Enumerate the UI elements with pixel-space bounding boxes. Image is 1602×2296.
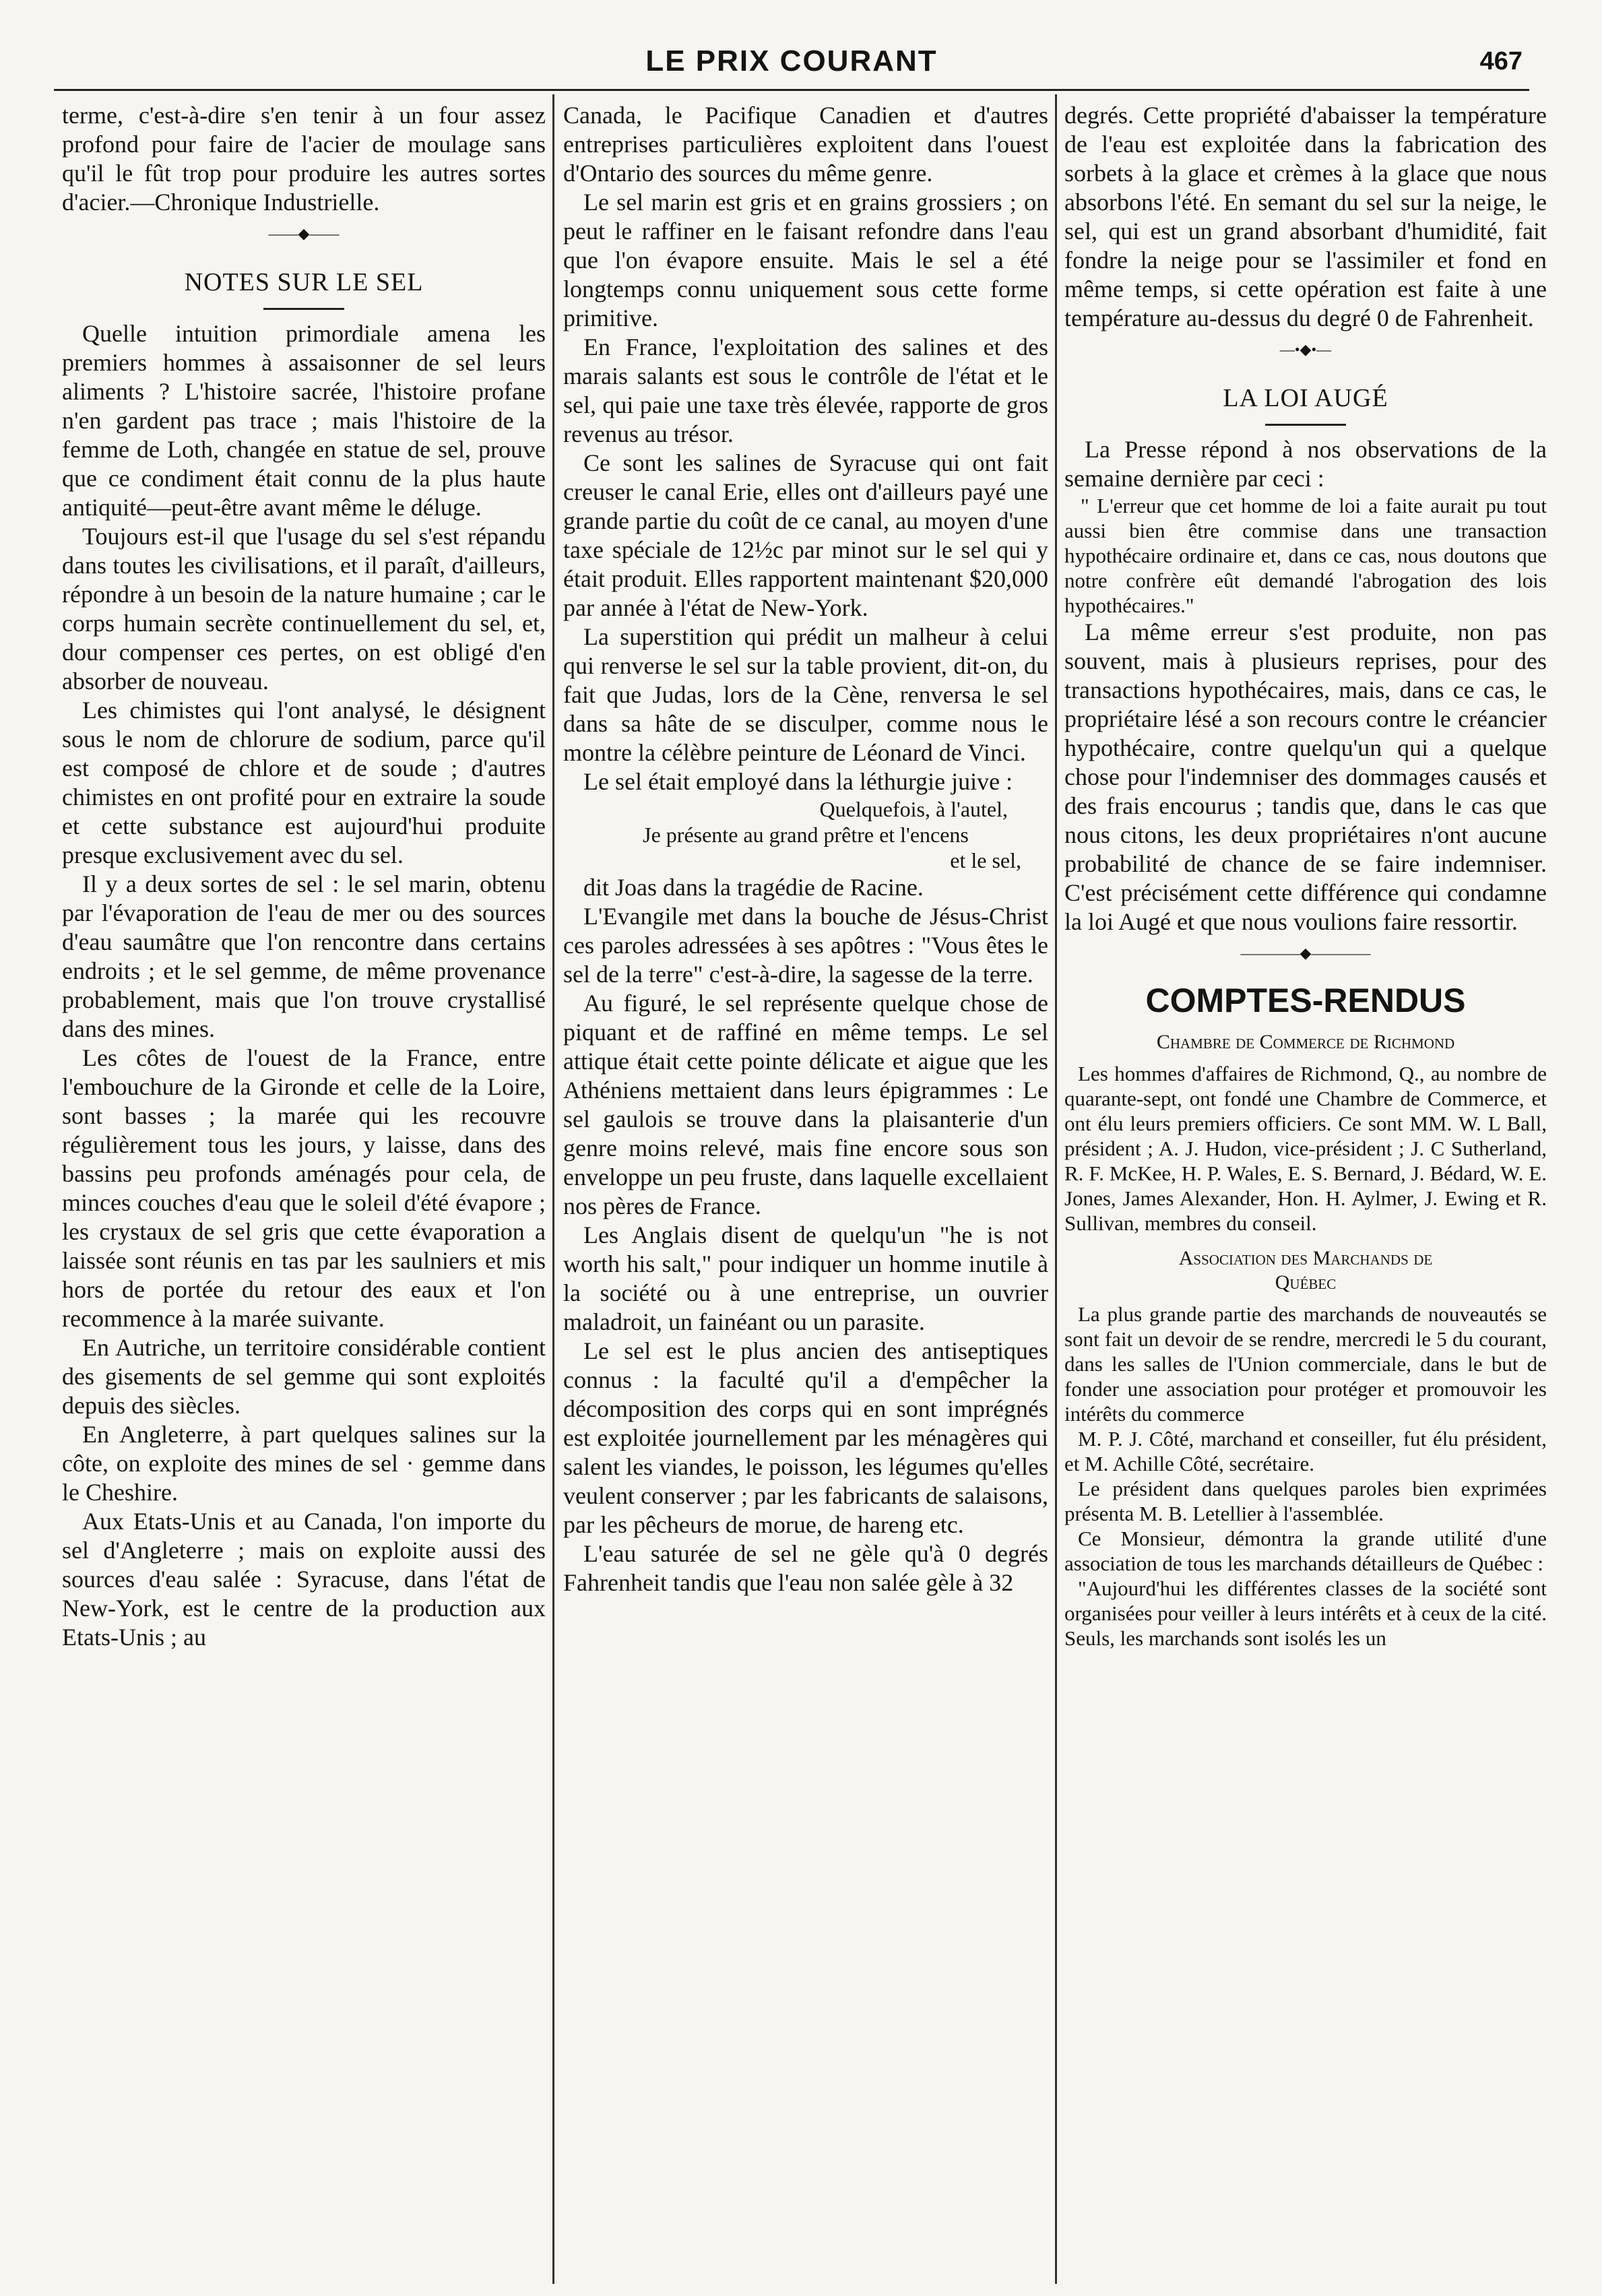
paragraph: Au figuré, le sel représente quelque chose de piquant et de raffiné en même temps. Le sel attique était cette pointe délicate et aigue que les Athéniens mettaient dans leurs épigrammes : Le sel gaulois se trouve dans la plaisanterie d'un genre moins relevé, mais fine encore sous son enveloppe un peu fruste, dans laquelle excellaient nos pères de France. xyxy=(563,990,1048,1219)
report-block xyxy=(1064,1061,1547,1236)
article-title: NOTES SUR LE SEL xyxy=(184,268,424,296)
paragraph: En Autriche, un territoire considérable contient des gisements de sel gemme qui sont exploités depuis des siècles. xyxy=(62,1334,546,1419)
paragraph: Ce sont les salines de Syracuse qui ont fait creuser le canal Erie, elles ont d'ailleurs payé une grande partie du coût de ce canal, au moyen d'une taxe spéciale de 12½c par minot sur le sel qui y était produit. Elles rapportent maintenant $20,000 par année à l'état de New-York. xyxy=(563,449,1048,621)
page-number: 467 xyxy=(1479,47,1523,75)
carry-over-text: Canada, le Pacifique Canadien et d'autres entreprises particulières exploitent dans l'ouest d'Ontario des sources du même genre. xyxy=(563,102,1048,187)
paragraph: Le sel était employé dans la léthurgie juive : xyxy=(583,768,1013,795)
paragraph: "Aujourd'hui les différentes classes de la société sont organisées pour veiller à leurs intérêts et à ceux de la cité. Seuls, les marchands sont isolés les un xyxy=(1064,1576,1547,1650)
column-divider xyxy=(552,94,554,2284)
report-block xyxy=(1064,1302,1547,1651)
paragraph: Les chimistes qui l'ont analysé, le désignent sous le nom de chlorure de sodium, parce qu'il est composé de chlore et de soude ; d'autres chimistes en ont profité pour en extraire la soude et cette substance est aujourd'hui produite presque exclusivement avec du sel. xyxy=(62,697,546,868)
paragraph: dit Joas dans la tragédie de Racine. xyxy=(583,874,924,901)
subsection-heading-line: Association des Marchands de xyxy=(1178,1247,1433,1269)
section-ornament: —•◆•— xyxy=(1279,341,1332,358)
subsection-heading-line: Québec xyxy=(1275,1271,1337,1294)
paragraph: Il y a deux sortes de sel : le sel marin, obtenu par l'évaporation de l'eau de mer ou des sources d'eau saumâtre que l'on rencontre dans certains endroits ; et le sel gemme, de même provenance probablement, mais que l'on trouve crystallisé dans des mines. xyxy=(62,870,546,1042)
paragraph: Les hommes d'affaires de Richmond, Q., au nombre de quarante-sept, ont fondé une Chambre de Commerce, et ont élu leurs premiers officiers. Ce sont MM. W. L Ball, président ; A. J. Hudon, vice-président ; J. C Sutherland, R. F. McKee, H. P. Wales, E. S. Bernard, J. Bédard, W. E. Jones, James Alexander, Hon. H. Aylmer, J. Ewing et R. Sullivan, membres du conseil. xyxy=(1064,1062,1547,1235)
paragraph: L'Evangile met dans la bouche de Jésus-Christ ces paroles adressées à ses apôtres : "Vous êtes le sel de la terre" c'est-à-dire, la sagesse de la terre. xyxy=(563,903,1048,988)
section-heading: COMPTES-RENDUS xyxy=(1145,982,1466,1019)
paragraph: M. P. J. Côté, marchand et conseiller, fut élu président, et M. Achille Côté, secrétaire. xyxy=(1064,1427,1547,1475)
carry-over-text: degrés. Cette propriété d'abaisser la température de l'eau est exploitée dans la fabrication des sorbets à la glace et crèmes à la glace que nous absorbons l'été. En semant du sel sur la neige, le sel, qui est un grand absorbant d'humidité, fait fondre la neige pour se l'assimiler et fond en même temps, si cette opération est faite à une température au-dessus du degré 0 de Fahrenheit. xyxy=(1064,102,1547,331)
paragraph: Le sel est le plus ancien des antiseptiques connus : la faculté qu'il a d'empêcher la décomposition des corps qui en sont imprégnés est exploitée journellement par les ménagères qui salent les viandes, le poisson, les légumes qu'elles veulent conserver ; par les fabricants de salaisons, par les pêcheurs de morue, de hareng etc. xyxy=(563,1337,1048,1538)
paragraph: Toujours est-il que l'usage du sel s'est répandu dans toutes les civilisations, et il paraît, d'ailleurs, répondre à un besoin de la nature humaine ; car le corps humain secrète continuellement du sel, et, dour compenser ces pertes, on est obligé d'en absorber de nouveau. xyxy=(62,523,546,695)
paragraph: La Presse répond à nos observations de la semaine dernière par ceci : xyxy=(1064,436,1547,492)
carry-over-text: terme, c'est-à-dire s'en tenir à un four assez profond pour faire de l'acier de moulage sans qu'il le fût trop pour produire les autres sortes d'acier.—Chronique Industrielle. xyxy=(62,102,546,216)
subsection-heading xyxy=(1064,1246,1547,1295)
column-1 xyxy=(62,101,546,2274)
quotation-block xyxy=(1064,493,1547,618)
article-title: LA LOI AUGÉ xyxy=(1223,384,1388,412)
title-rule xyxy=(263,308,344,310)
paragraph: La plus grande partie des marchands de nouveautés se sont fait un devoir de se rendre, mercredi le 5 du courant, dans les salles de l'Union commerciale, dans le but de fonder une association pour protéger et promouvoir les intérêts du commerce xyxy=(1064,1302,1547,1426)
section-ornament: ——◆—— xyxy=(268,225,340,242)
paragraph: Le sel marin est gris et en grains grossiers ; on peut le raffiner en le faisant refondre dans l'eau que l'on évapore ensuite. Mais le sel a été longtemps connu uniquement sous cette forme primitive. xyxy=(563,189,1048,331)
paragraph: Quelle intuition primordiale amena les premiers hommes à assaisonner de sel leurs aliments ? L'histoire sacrée, l'histoire profane n'en gardent pas trace ; mais l'histoire de la femme de Loth, changée en statue de sel, prouve que ce condiment était connu de la plus haute antiquité—peut-être avant même le déluge. xyxy=(62,320,546,521)
paragraph: Les Anglais disent de quelqu'un "he is not worth his salt," pour indiquer un homme inutile à la société ou à une entreprise, un ouvrier maladroit, un fainéant ou un parasite. xyxy=(563,1221,1048,1335)
paragraph: La même erreur s'est produite, non pas souvent, mais à plusieurs reprises, pour des transactions hypothécaires, mais, dans ce cas, le propriétaire lésé a son recours contre le créancier hypothécaire, contre quelqu'un qui a quelque chose pour l'indemniser des dommages causés et des frais encourus ; tandis que, dans le cas que nous citons, les deux propriétaires n'ont aucune probabilité de chance de se faire indemniser. C'est précisément cette différence qui condamne la loi Augé et que nous voulions faire ressortir. xyxy=(1064,618,1547,935)
column-2 xyxy=(563,101,1048,2274)
section-ornament: ————◆———— xyxy=(1240,945,1371,961)
paragraph: Les côtes de l'ouest de la France, entre l'embouchure de la Gironde et celle de la Loire, sont basses ; la marée qui les recouvre régulièrement tous les jours, y laisse, dans des bassins peu profonds aménagés pour cela, de minces couches d'eau que le soleil d'été évapore ; les crystaux de sel gris que cette évaporation a laissée sont réunis en tas par les saulniers et mis hors de portée du retour des eaux et l'on recommence à la marée suivante. xyxy=(62,1044,546,1332)
paragraph: Aux Etats-Unis et au Canada, l'on importe du sel d'Angleterre ; mais on exploite aussi des sources d'eau salée : Syracuse, dans l'état de New-York, est le centre de la production aux Etats-Unis ; au xyxy=(62,1508,546,1651)
verse-line: et le sel, xyxy=(950,848,1021,872)
page-header xyxy=(54,42,1529,91)
paragraph: La superstition qui prédit un malheur à celui qui renverse le sel sur la table provient, dit-on, du fait que Judas, lors de la Cène, renversa le sel dans sa hâte de se disculper, comme nous le montre la célèbre peinture de Léonard de Vinci. xyxy=(563,623,1048,766)
paragraph: En Angleterre, à part quelques salines sur la côte, on exploite des mines de sel · gemme dans le Cheshire. xyxy=(62,1421,546,1506)
verse-line: Quelquefois, à l'autel, xyxy=(819,797,1008,821)
masthead-title: LE PRIX COURANT xyxy=(645,44,938,77)
column-3 xyxy=(1064,101,1547,2274)
subsection-heading: Chambre de Commerce de Richmond xyxy=(1156,1031,1455,1053)
verse-line: Je présente au grand prêtre et l'encens xyxy=(643,823,969,847)
column-divider xyxy=(1055,94,1057,2284)
paragraph: En France, l'exploitation des salines et des marais salants est sous le contrôle de l'état et le sel, qui paie une taxe très élevée, rapporte de gros revenus au trésor. xyxy=(563,333,1048,447)
paragraph: L'eau saturée de sel ne gèle qu'à 0 degrés Fahrenheit tandis que l'eau non salée gèle à 32 xyxy=(563,1540,1048,1596)
paragraph: Le président dans quelques paroles bien exprimées présenta M. B. Letellier à l'assemblée. xyxy=(1064,1477,1547,1525)
title-rule xyxy=(1265,424,1346,426)
paragraph: Ce Monsieur, démontra la grande utilité d'une association de tous les marchands détailleurs de Québec : xyxy=(1064,1527,1547,1575)
quotation: " L'erreur que cet homme de loi a faite aurait pu tout aussi bien être commise dans une transaction hypothécaire ordinaire et, dans ce cas, nous doutons que notre confrère eût demandé l'abrogation des lois hypothécaires." xyxy=(1064,494,1547,617)
